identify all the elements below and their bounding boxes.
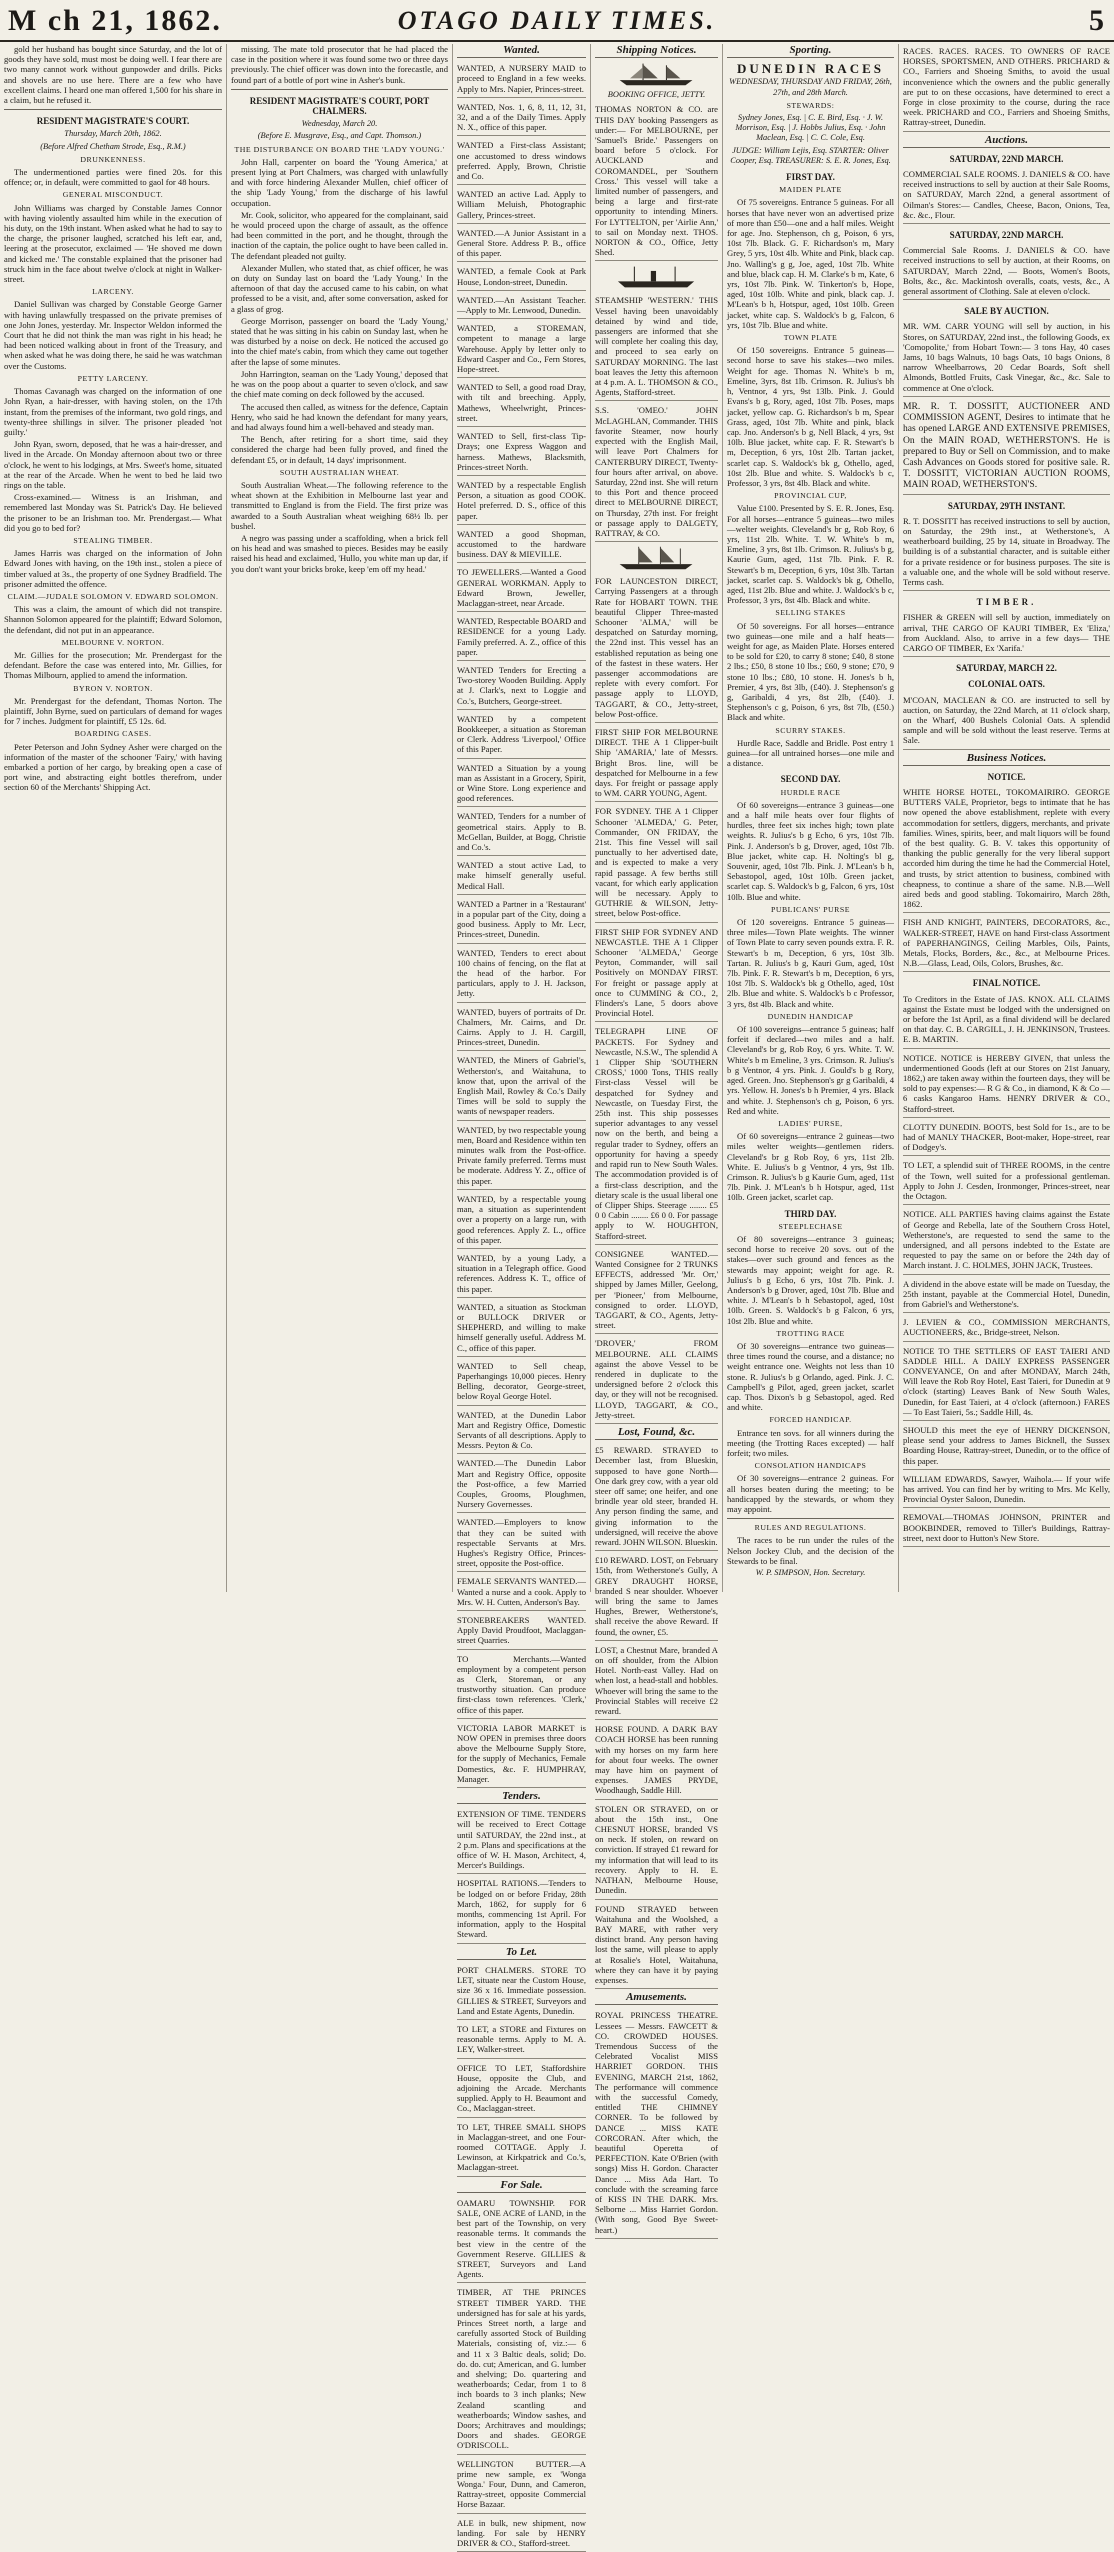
classified-ad: WANTED an active Lad. Apply to William Meluish, Photographic Gallery, Princes-street. xyxy=(457,187,586,224)
section-label: SOUTH AUSTRALIAN WHEAT. xyxy=(279,467,400,477)
article-paragraph: John Ryan, sworn, deposed, that he was a hair-dresser, and lived in the Arcade. On Monday afternoon about two or three o'clock, he went to his lodgings, at Mrs. Sweet's home, situated at the rear of the Arcade. When he went to bed he laid two rings on the table. xyxy=(4,439,222,490)
article-paragraph: Alexander Mullen, who stated that, as chief officer, he was on duty on Sunday last on board the 'Lady Young.' In the afternoon of that day the accused came to his cabin, on what professed to be a visit, and, after some conversation, asked for a glass of grog. xyxy=(231,262,448,314)
races-title: DUNEDIN RACES xyxy=(737,61,884,77)
rules-text: The races to be run under the rules of the Nelson Jockey Club, and the decision of the Stewards to be final. xyxy=(727,1535,894,1566)
race-entries: Of 30 sovereigns—entrance 2 guineas. For all horses beaten during the meeting; to be handicapped by the stewards, or whom they may appoint. xyxy=(727,1473,894,1515)
article-paragraph: Daniel Sullivan was charged by Constable George Garner with having unlawfully trespassed on the private premises of one John Jones, yesterday. Mr. Inspector Weldon informed the Court that he did not think the man was right in his head; he had been noticed walking about in front of the Treasury, and when asked what he was doing there, he said he was watchman over the Customs. xyxy=(4,299,222,371)
business-ad: NOTICE TO THE SETTLERS OF EAST TAIERI AND SADDLE HILL. A DAILY EXPRESS PASSENGER CONVEYANCE, On and after MONDAY, March 24th, Will leave the Rob Roy Hotel, East Taieri, for Dunedin at 9 o'clock (starting) Leaves Bank of New South Wales, Dunedin, for East Taieri, at 4 o'clock (afternoon.) FARES — To East Taieri, 5s.; Saddle Hill, 4s. xyxy=(903,1344,1110,1421)
article-paragraph: John Harrington, seaman on the 'Lady Young,' deposed that he was on the poop about a quarter to seven o'clock, and saw the chief mate coming on deck followed by the accused. xyxy=(231,368,448,400)
classified-ad: WANTED, at the Dunedin Labor Mart and Registry Office, Domestic Servants of all descriptions. Apply to Messrs. Peyton & Co. xyxy=(457,1408,586,1455)
lost-found-ad: £5 REWARD. STRAYED to December last, from Blueskin, supposed to have gone North—One dark grey cow, with a year old steer off same; one heifer, and one brindle year old steer, branded H. Any person finding the same, and giving information to the undersigned, will receive the above reward. JOHN WILSON. Blueskin. xyxy=(595,1443,718,1551)
classified-ad: WANTED a Situation by a young man as Assistant in a Grocery, Spirit, or Wine Store. Long experience and good references. xyxy=(457,761,586,808)
business-ad: J. LEVIEN & CO., COMMISSION MERCHANTS, AUCTIONEERS, &c., Bridge-street, Nelson. xyxy=(903,1315,1110,1341)
classified-ad: WANTED a First-class Assistant; one accustomed to dress windows preferred. Apply, Brown, Christie and Co. xyxy=(457,138,586,185)
ship-icon xyxy=(597,61,715,87)
masthead xyxy=(0,0,1114,42)
race-days: WEDNESDAY, THURSDAY AND FRIDAY, 26th, 27th, and 28th March. xyxy=(729,77,892,97)
article-paragraph: The undermentioned parties were fined 20s. for this offence; or, in default, were committed to gaol for 48 hours. xyxy=(4,167,222,188)
stewards-label: STEWARDS: xyxy=(786,100,835,110)
race-name: PUBLICANS' PURSE xyxy=(771,904,850,914)
day-heading: FIRST DAY. xyxy=(786,172,835,183)
classified-ad: WANTED, buyers of portraits of Dr. Chalmers, Mr. Cairns, and Dr. Cairns. Apply to J. H. Cargill, Princes-street, Dunedin. xyxy=(457,1005,586,1052)
auction-date: SATURDAY, 22ND MARCH. xyxy=(949,153,1064,164)
lost-found-ad: HORSE FOUND. A DARK BAY COACH HORSE has been running with my horses on my farm here for about four weeks. The owner may have him on payment of expenses. JAMES PRYDE, Woodhaugh, Saddle Hill. xyxy=(595,1722,718,1799)
section-header-business: Business Notices. xyxy=(903,752,1110,766)
section-label: PETTY LARCENY. xyxy=(77,373,149,383)
section-header-sporting: Sporting. xyxy=(727,44,894,58)
section-label: STEALING TIMBER. xyxy=(73,535,153,545)
article-paragraph: Peter Peterson and John Sydney Asher were charged on the information of the master of the schooner 'Fairy,' with having embarked a portion of her cargo, by breaking open a case of port wine, and abstracting eight bottles therefrom, under section 60 of the Merchants' Shipping Act. xyxy=(4,741,222,793)
race-entries: Of 60 sovereigns—entrance 3 guineas—one and a half mile heats over four flights of hurdles, three feet six inches high; town plate weights. R. Julius's b g Echo, 6 yrs, 10st 7lb. Pink. J. Anderson's b g, Drover, aged, 10st 7lb. Blue jacket, white cap. H. Nolting's bl g, Souvenir, aged, 10st 7lb. Pink. J. M'Lean's b h, Sebastopol, aged, 10st 10lb. Green jacket, scarlet cap. S. Waldock's b g, Falcon, 6 yrs, 10st 10lb. Blue and white. xyxy=(727,799,894,902)
shipping-ad: 'DROVER,' FROM MELBOURNE. ALL CLAIMS against the above Vessel to be rendered in duplicate to the undersigned before 2 o'clock this day, or they will not be recognised. LLOYD, TAGGART, & CO., Jetty-street. xyxy=(595,1336,718,1424)
auction-ad: R. T. DOSSITT has received instructions to sell by auction, on Saturday, the 29th inst., at Wetherstone's, A weatherboard building, 25 by 14, situate in Broadway. The building is of a substantial character, and is suitable either for a private residence or for business purposes. The site is a valuable one, and the whole will be sold without reserve. Terms cash. xyxy=(903,514,1110,591)
section-label: CLAIM.—JUDALE SOLOMON V. EDWARD SOLOMON. xyxy=(7,591,219,601)
article-paragraph: Cross-examined.— Witness is an Irishman, and remembered last Monday was St. Patrick's Day. He believed the prisoner to be an Irishman too. Mr. Prendergast.— What did you go to bed for? xyxy=(4,492,222,533)
article-paragraph: The Bench, after retiring for a short time, said they considered the charge had been fully proved, and fined the defendant £5, or in default, 14 days' imprisonment. xyxy=(231,434,448,465)
race-entries: Of 100 sovereigns—entrance 5 guineas; half forfeit if declared—two miles and a half. Cleveland's br g, Rob Roy, 6 yrs. White. T. W. White's b m Emeline, 3 yrs. Crimson. R. Julius's b g Ventnor, 4 yrs. Pink. J. Gould's b g Rory, aged. Green. Jno. Stephenson's gr g Garibaldi, 4 yrs. Yellow. H. Jones's b h Premier, 4 yrs. Black and white. J. Stephenson's ch g, Poison, 6 yrs. Red and white. xyxy=(727,1024,894,1116)
race-entries: Of 60 sovereigns—entrance 2 guineas—two miles welter weights—gentlemen riders. Cleveland's br g Rob Roy, 6 yrs, 11st 2lb. White. E. Julius's b g Ventnor, 4 yrs, 9st 1lb. Crimson. R. Julius's b g Kaurie Gum, aged, 11st 7lb. Pink. J. M'Lean's b h Hotspur, aged, 11st 10lb. Green jacket, scarlet cap. xyxy=(727,1131,894,1203)
classified-ad: WANTED Tenders for Erecting a Two-storey Wooden Building. Apply at J. Clark's, next to Loggie and Co.'s, Butchers, George-street. xyxy=(457,663,586,710)
timber-heading: TIMBER. xyxy=(976,597,1037,608)
column-2-court-reports xyxy=(226,44,452,1592)
classified-ad: VICTORIA LABOR MARKET is NOW OPEN in premises three doors above the Melbourne Supply Store, for the supply of Mechanics, Female Domestics, &c. F. HUMPHRAY, Manager. xyxy=(457,1721,586,1788)
issue-date: M ch 21, 1862. xyxy=(8,4,222,37)
classified-ad: TO JEWELLERS.—Wanted a Good GENERAL WORKMAN. Apply to Edward Brown, Jeweller, Maclaggan-street, near Arcade. xyxy=(457,565,586,612)
article-paragraph: Mr. Cook, solicitor, who appeared for the complainant, said he would proceed upon the charge of assault, as the offence had been committed in the port, and he thought, through the inaction of the captain, the police ought to have been called in. The defendant pleaded not guilty. xyxy=(231,209,448,261)
article-paragraph: John Williams was charged by Constable James Connor with having violently assaulted him while in the execution of his duty, on the 19th instant. When asked what he had to say to the charge, the prisoner laughed, scratched his left ear, and, leering at the prosecutor, exclaimed — 'He shoved me down and kicked me.' The constable explained that the prisoner had struck him in the face about twelve o'clock at night in Walker-street. xyxy=(4,202,222,285)
classified-ad: FEMALE SERVANTS WANTED.—Wanted a nurse and a cook. Apply to Mrs. W. H. Cutten, Anderson's Bay. xyxy=(457,1574,586,1611)
classified-ad: WANTED, Respectable BOARD and RESIDENCE for a young Lady. Family preferred. A. Z., office of this paper. xyxy=(457,614,586,661)
section-label: BYRON V. NORTON. xyxy=(73,683,153,693)
section-header-for-sale: For Sale. xyxy=(457,2179,586,2193)
business-ad: WILLIAM EDWARDS, Sawyer, Waihola.— If your wife has arrived. You can find her by writing to Mrs. Mc Kelly, Provincial Oyster Saloon, Dunedin. xyxy=(903,1472,1110,1509)
classified-ad: WANTED to Sell, first-class Tip-Drays; one Express Waggon and harness. Mathews, Blacksmith, Princes-street North. xyxy=(457,429,586,476)
business-ad: NOTICE. NOTICE is HEREBY GIVEN, that unless the undermentioned Goods (left at our Stores on 21st January, 1862,) are taken away within the fourteen days, they will be sold to pay expenses:— R G & Co., in diamond, K & Co — 6 casks Kangaroo Hams. HENRY DRIVER & CO., Stafford-street. xyxy=(903,1051,1110,1118)
column-6-auctions-business xyxy=(898,44,1114,1592)
business-ad: To Creditors in the Estate of JAS. KNOX. ALL CLAIMS against the Estate must be lodged with the undersigned on or before the 1st April, as a final dividend will be declared on that day. C. B. CARGILL, J. H. JENKINSON, Trustees. E. B. MARTIN. xyxy=(903,992,1110,1049)
article-paragraph: Thomas Cavanagh was charged on the information of one John Ryan, a hair-dresser, with having stolen, on the 17th instant, from the premises of the informant, two gold rings, and twenty-three shillings in silver. The prisoner pleaded 'not guilty.' xyxy=(4,386,222,437)
section-header-to-let: To Let. xyxy=(457,1946,586,1960)
classified-ad: WANTED, Tenders to erect about 100 chains of fencing, on the flat at the head of the harbor. For particulars, apply to J. H. Jackson, Jetty. xyxy=(457,946,586,1003)
section-header-shipping: Shipping Notices. xyxy=(595,44,718,58)
classified-ad: WANTED by a competent Bookkeeper, a situation as Storeman or Clerk. Address 'Liverpool,' Office of this Paper. xyxy=(457,712,586,759)
race-officials: JUDGE: William Lejis, Esq. STARTER: Oliver Cooper, Esq. TREASURER: S. E. R. Jones, Esq. xyxy=(730,145,891,165)
race-entries: Value £100. Presented by S. E. R. Jones, Esq. For all horses—entrance 5 guineas—two miles—welter weights. Cleveland's br g, Rob Roy, 6 yrs, 11st 2lb. White. T. W. White's b m, Emeline, 3 yrs, 8st 1lb. Crimson. R. Julius's b g, Kaurie Gum, aged, 11st 7lb. Pink. F. R. Stewart's b m, Deception, 6 yrs, 10st 3lb. Tartan jacket, scarlet cap. S. Waldock's bk g, Othello, aged, 11st 2lb. Blue and white. J. Waldock's b c, Professor, 3 yrs, 8st 4lb. Black and white. xyxy=(727,503,894,606)
article-paragraph: John Hall, carpenter on board the 'Young America,' at present lying at Port Chalmers, was charged with unlawfully and with force hindering Alexander Mullen, chief officer of the ship 'Lady Young,' from the discharge of his lawful occupation. xyxy=(231,156,448,208)
for-sale-ad: WELLINGTON BUTTER.—A prime new sample, ex 'Wonga Wonga.' Four, Dunn, and Cameron, Rattray-street, opposite Commercial Horse Bazaar. xyxy=(457,2457,586,2514)
shipping-ad: FIRST SHIP FOR SYDNEY AND NEWCASTLE. THE A 1 Clipper Schooner 'ALMEDA,' George Peyton, Commander, will sail Positively on MONDAY FIRST. For freight or passage apply at once to CUMMING & CO., 2, Flinders's Lane, 5 doors above Provincial Hotel. xyxy=(595,925,718,1023)
race-entries: Of 80 sovereigns—entrance 3 guineas; second horse to receive 20 sovs. out of the stakes—over such ground and fences as the stewards may appoint; weight for age. R. Julius's b g Echo, 6 yrs, 10st 7lb. Pink. J. Anderson's b g Drover, aged, 10st 7lb. Blue and white. J. M'Lean's b h Sebastopol, aged, 10st 10lb. Green. S. Waldock's b g Falcon, 6 yrs, 10st 2lb. Blue and white. xyxy=(727,1233,894,1326)
race-name: STEEPLECHASE xyxy=(778,1221,843,1231)
signature-block: W. P. SIMPSON, Hon. Secretary. xyxy=(755,1568,866,1578)
article-paragraph: James Harris was charged on the information of John Edward Jones with having, on the 19th inst., stolen a piece of timber valued at 3s., the property of one Sydney Bradfield. The prisoner admitted the offence. xyxy=(4,548,222,589)
classified-ad: WANTED.—An Assistant Teacher.—Apply to Mr. Lenwood, Dunedin. xyxy=(457,293,586,319)
business-ad: FISH AND KNIGHT, PAINTERS, DECORATORS, &c., WALKER-STREET, HAVE on hand First-class Assortment of PAPERHANGINGS, Ceiling Marbles, Oils, Paints, Metals, Flocks, Borders, &c., &c., at Melbourne Prices. N.B.—Glass, Lead, Oils, Colors, Brushes, &c. xyxy=(903,915,1110,972)
to-let-ad: PORT CHALMERS. STORE TO LET, situate near the Custom House, size 36 x 16. Immediate possession. GILLIES & STREET, Surveyors and Land and Estate Agents, Dunedin. xyxy=(457,1963,586,2020)
race-entries: Hurdle Race, Saddle and Bridle. Post entry 1 guinea—for all untrained horses—one mile and a distance. xyxy=(727,737,894,769)
race-name: MAIDEN PLATE xyxy=(779,185,842,195)
classified-ad: WANTED, Tenders for a number of geometrical stairs. Apply to B. McGellan, Builder, at Bogg, Christie and Co.'s. xyxy=(457,809,586,856)
classified-ad: WANTED, a STOREMAN, competent to manage a large Warehouse. Apply by letter only to Edward Casper and Co., Fern Stores, Hope-street. xyxy=(457,321,586,378)
classified-ad: WANTED a Partner in a 'Restaurant' in a popular part of the City, doing a good business. Apply to Mr. Lecr, Princes-street, Dunedin. xyxy=(457,897,586,944)
auction-ad: MR. WM. CARR YOUNG will sell by auction, in his Stores, on SATURDAY, 22nd inst., the following Goods, ex 'Comopolite,' from Hobart Town:— 3 tons Hay, 40 cases Jams, 10 bags Walnuts, 10 bags Oats, 10 bags Onions, 8 narrow Wheelbarrows, 20 Cedar Boards, Soft shell Almonds, Bottled Fruits, Cask Vinegar, &c., &c. Sale to commence at One o'clock. xyxy=(903,319,1110,396)
day-heading: SECOND DAY. xyxy=(780,774,841,785)
classified-ad: WANTED, a female Cook at Park House, London-street, Dunedin. xyxy=(457,264,586,290)
rules-heading: RULES AND REGULATIONS. xyxy=(754,1523,867,1533)
article-before: (Before E. Musgrave, Esq., and Capt. Thomson.) xyxy=(257,131,422,141)
business-ad: REMOVAL—THOMAS JOHNSON, PRINTER and BOOKBINDER, removed to Tiller's Buildings, Rattray-street, next door to Hutton's New Store. xyxy=(903,1510,1110,1547)
classified-ad: WANTED, A NURSERY MAID to proceed to England in a few weeks. Apply to Mrs. Napier, Princes-street. xyxy=(457,61,586,98)
section-header-amusements: Amusements. xyxy=(595,1991,718,2005)
auctioneer-ad: MR. R. T. DOSSITT, AUCTIONEER AND COMMISSION AGENT, Desires to intimate that he has opened LARGE AND EXTENSIVE PREMISES, On the MAIN ROAD, WETHERSTON'S. He is prepared to Buy or Sell on Commission, and to make Cash Advances on Goods stored for positive sale. R. T. DOSSITT, VICTORIAN AUCTION ROOMS, MAIN ROAD, WETHERSTON'S. xyxy=(903,399,1110,495)
business-ad: CLOTTY DUNEDIN. BOOTS, best Sold for 1s., are to be had of MANLY THACKER, Boot-maker, Hope-street, rear of Dodgey's. xyxy=(903,1120,1110,1157)
article-date: Thursday, March 20th, 1862. xyxy=(64,129,162,139)
classified-ad: WANTED, the Miners of Gabriel's, Wetherston's, and Waitahuna, to know that, upon the arrival of the English Mail, Rowley & Co.'s Daily Times will be sold to supply the wants of newspaper readers. xyxy=(457,1053,586,1120)
section-label: GENERAL MISCONDUCT. xyxy=(62,190,164,200)
classified-ad: WANTED, by a young Lady, a situation in a Telegraph office. Good references. Address K. T., office of this paper. xyxy=(457,1251,586,1298)
divider xyxy=(727,1518,894,1519)
auction-ad: FISHER & GREEN will sell by auction, immediately on arrival, THE CARGO OF KAURI TIMBER, Ex 'Eliza,' from Auckland. Also, to arrive in a few days— THE CARGO OF TIMBER, Ex 'Xarifa.' xyxy=(903,610,1110,657)
theatre-ad: ROYAL PRINCESS THEATRE. Lessees — Messrs. FAWCETT & CO. CROWDED HOUSES. Tremendous Success of the Celebrated Vocalist MISS HARRIET GORDON. THIS EVENING, MARCH 21st, 1862, The performance will commence with the successful Comedy, entitled THE CHIMNEY CORNER. To be followed by DANCE ... MISS KATE CORCORAN. After which, the beautiful Operetta of PERFECTION. Kate O'Brien (with songs) Miss H. Gordon. Character Dance ... Miss Ada Hart. To conclude with the screaming farce of KISS IN THE DARK. Mrs. Selborne ... Miss Harriet Gordon. (With song, Good Bye Sweet-heart.) xyxy=(595,2008,718,2238)
auction-date: SATURDAY, 29TH INSTANT. xyxy=(947,500,1066,511)
lost-found-ad: FOUND STRAYED between Waitahuna and the Woolshed, a BAY MARE, with rather very distinct brand. Any person having lost the same, will please to apply at Rosalie's Hotel, Waitahuna, where they can have it by paying expenses. xyxy=(595,1902,718,1990)
article-paragraph: A negro was passing under a scaffolding, when a brick fell on his head and was smashed to pieces. Besides may be easily raised his head and exclaimed, 'Hullo, you white man up dar, if you don't want your bricks broke, keep 'em off my head.' xyxy=(231,532,448,574)
race-name: SCURRY STAKES. xyxy=(775,725,846,735)
classified-ad: WANTED.—The Dunedin Labor Mart and Registry Office, opposite the Post-office, a few Married Couples, Grooms, Ploughmen, Nursery Governesses. xyxy=(457,1456,586,1513)
race-name: TOWN PLATE xyxy=(783,333,838,343)
article-heading: RESIDENT MAGISTRATE'S COURT, PORT CHALMERS. xyxy=(249,95,430,117)
classified-ad: TO Merchants.—Wanted employment by a competent person as Clerk, Storeman, or any trustworthy situation. Can produce first-class town references. 'Clerk,' office of this paper. xyxy=(457,1652,586,1719)
classified-ad: STONEBREAKERS WANTED. Apply David Proudfoot, Maclaggan-street Quarries. xyxy=(457,1613,586,1650)
auction-ad: Commercial Sale Rooms. J. DANIELS & CO. have received instructions to sell by auction, at their Rooms, on SATURDAY, March 22nd, — Boots, Women's Boots, Bolts, &c., &c. Mackintosh overalls, coats, vests, &c., A general assortment of Clothing. Sale at eleven o'clock. xyxy=(903,243,1110,300)
booking-office-heading: BOOKING OFFICE, JETTY. xyxy=(607,90,706,100)
race-name: FORCED HANDICAP. xyxy=(769,1415,852,1425)
lost-found-ad: STOLEN OR STRAYED, on or about the 15th inst., One CHESNUT HORSE, branded VS on neck. If stolen, on reward on conviction. If strayed £1 reward for my information that will lead to its recovery. Apply to H. E. NATHAN, Melbourne House, Dunedin. xyxy=(595,1802,718,1900)
article-paragraph: The accused then called, as witness for the defence, Captain Henry, who said he had known the defendant for many years, and had always found him a well-behaved and steady man. xyxy=(231,401,448,432)
for-sale-ad: OAMARU TOWNSHIP. FOR SALE, ONE ACRE of LAND, in the best part of the Township, on very reasonable terms. It commands the best view in the centre of the Government Reserve. GILLIES & STREET, Surveyors and Land Agents. xyxy=(457,2196,586,2284)
race-name: CONSOLATION HANDICAPS xyxy=(754,1461,867,1471)
classified-ad: WANTED.—A Junior Assistant in a General Store. Address P. B., office of this paper. xyxy=(457,226,586,263)
section-header-tenders: Tenders. xyxy=(457,1790,586,1804)
section-label: BOARDING CASES. xyxy=(74,729,152,739)
race-name: SELLING STAKES xyxy=(775,608,846,618)
classified-ad: WANTED by a respectable English Person, a situation as good COOK. Hotel preferred. D. S., office of this paper. xyxy=(457,478,586,525)
classified-ad: WANTED.—Employers to know that they can be suited with respectable Servants at Mrs. Hughes's Registry Office, Princes-street, opposite the Post-office. xyxy=(457,1515,586,1572)
section-header-auctions: Auctions. xyxy=(903,134,1110,148)
section-header-wanted: Wanted. xyxy=(457,44,586,58)
business-ad: SHOULD this meet the eye of HENRY DICKENSON, please send your address to James Bicknell, the Sussex Boarding House, Rattray-street, Dunedin, or to the office of this paper. xyxy=(903,1423,1110,1470)
race-entries: Of 50 sovereigns. For all horses—entrance two guineas—one mile and a half heats—weight for age, as Maiden Plate. Horses entered to be sold for £20, to carry 8 stone; £40, 8 stone 2 lbs.; £50, 8 stone 10 lbs.; £60, 9 stone; £70, 9 stone 10 lbs.; £80, 10 stone. H. Jones's b h, Premier, 4 yrs, 8st 3lb, (£40). J. Stephenson's g g, Garibaldi, 4 yrs, 8st 2lb, (£40). J. Stephenson's c g, Poison, 6 yrs, 8st 7lb, (£50.) Black and white. xyxy=(727,620,894,723)
notice-heading: FINAL NOTICE. xyxy=(972,978,1041,989)
section-label: MELBOURNE V. NORTON. xyxy=(61,637,165,647)
to-let-ad: TO LET, THREE SMALL SHOPS in Maclaggan-street, and one Four-roomed COTTAGE. Apply J. Lewinson, at Kirkpatrick and Co.'s, Maclaggan-street. xyxy=(457,2120,586,2177)
steamship-icon xyxy=(597,264,715,290)
article-paragraph: This was a claim, the amount of which did not transpire. Shannon Solomon appeared for the plaintiff; Edward Solomon, the defendant, did not put in an appearance. xyxy=(4,604,222,635)
race-entries: Entrance ten sovs. for all winners during the meeting (the Trotting Races excepted) — half forfeit; two miles. xyxy=(727,1427,894,1458)
column-4-shipping xyxy=(590,44,722,2235)
divider xyxy=(231,89,448,90)
classified-ad: WANTED, by a respectable young man, a situation as superintendent over a property on a large run, with good references. Apply Z. L., office of this paper. xyxy=(457,1192,586,1249)
shipping-ad: STEAMSHIP 'WESTERN.' THIS Vessel having been unavoidably detained by wind and tide, passengers are informed that she will complete her coaling this day, and proceed to sea early on SATURDAY MORNING. The last boat leaves the Jetty this afternoon at 4 p.m. A. L. THOMSON & CO., Agents, Stafford-street. xyxy=(595,293,718,401)
shipping-ad: THOMAS NORTON & CO. are THIS DAY booking Passengers as under:— For MELBOURNE, per 'Samuel's Bride.' Passengers on board before 5 o'clock. For AUCKLAND and COROMANDEL, per 'Southern Cross.' This vessel will take a limited number of passengers, and being a large and first-rate opportunity to intending Miners. For LYTTELTON, per 'Airlie Ann,' to sail on Monday next. THOS. NORTON & CO., Office, Jetty Shed. xyxy=(595,102,718,261)
day-heading: THIRD DAY. xyxy=(784,1208,837,1219)
for-sale-ad: ALE in bulk, new shipment, now landing. For sale by HENRY DRIVER & CO., Stafford-street. xyxy=(457,2516,586,2552)
section-label: DRUNKENNESS. xyxy=(80,154,146,164)
lost-found-ad: LOST, a Chestnut Mare, branded A on off shoulder, from the Albion Hotel. North-east Valley. Had on when lost, a head-stall and hobbles. Whoever will bring the same to the Provincial Stables will receive £2 reward. xyxy=(595,1643,718,1720)
race-name: DUNEDIN HANDICAP xyxy=(767,1011,854,1021)
column-3-classifieds xyxy=(452,44,590,2549)
article-heading: RESIDENT MAGISTRATE'S COURT. xyxy=(36,116,190,127)
to-let-ad: TO LET, a STORE and Fixtures on reasonable terms. Apply to M. A. LEY, Walker-street. xyxy=(457,2022,586,2059)
auction-date: SATURDAY, MARCH 22. xyxy=(956,663,1057,674)
section-header-lost-found: Lost, Found, &c. xyxy=(595,1426,718,1440)
auction-ad: COMMERCIAL SALE ROOMS. J. DANIELS & CO. have received instructions to sell by auction at their Sale Rooms, on SATURDAY, March 22nd, a general assortment of Oilman's Stores:— Candles, Cheese, Bacon, Onions, Tea, &c. &c., Flour. xyxy=(903,167,1110,224)
shipping-ad: FIRST SHIP FOR MELBOURNE DIRECT. THE A 1 Clipper-built Ship 'AMARIA,' late of Messrs. Bright Bros. line, will be despatched for Melbourne in a few days. For freight or passage apply to WM. CARR YOUNG, Agent. xyxy=(595,725,718,802)
race-name: LADIES' PURSE, xyxy=(778,1118,843,1128)
for-sale-ad: TIMBER, AT THE PRINCES STREET TIMBER YARD. THE undersigned has for sale at his yards, Princes Street north, a large and carefully assorted Stock of Building Materials, consisting of, viz.:— 6 and 11 x 3 Baltic deals, solid; Do. do. do. cut; American, and G. lumber and shelving; Do. quartering and weatherboards; Cedar, from 1 to 8 inch boards to 3 inch planks; New Zealand scantling and weatherboards; Window sashes, and Doors; Architraves and mouldings; Doors and shades. GEORGE O'DRISCOLL. xyxy=(457,2285,586,2454)
business-ad: NOTICE. ALL PARTIES having claims against the Estate of George and Rebella, late of the Southern Cross Hotel, Wetherstone's, are requested to send the same to the undersigned, and all persons indebted to the Estate are requested to pay the same on or before the 24th day of March instant. J. C. HOLMES, JOHN JACK, Trustees. xyxy=(903,1207,1110,1274)
lost-found-ad: £10 REWARD. LOST, on February 15th, from Wetherstone's Gully, A GREY DRAUGHT HORSE, branded S near shoulder. Whoever will bring the same to James Hughes, Brewer, Wetherstone's, shall receive the above Reward. If found, the owner, £5. xyxy=(595,1553,718,1641)
business-ad: WHITE HORSE HOTEL, TOKOMAIRIRO. GEORGE BUTTERS VALE, Proprietor, begs to intimate that he has now opened the above establishment, replete with every accommodation for settlers, diggers, merchants, and private families. Wines, spirits, beer, and malt liquors will be found of the best quality. G. B. V. takes this opportunity of thanking the public generally for the very liberal support accorded him during the time he had the Commercial Hotel, and trusts, by strict attention to business, combined with cheapness, to continue a share of the same. N.B.—Well aired beds and good stabling. Tokomairiro, March 28th, 1862. xyxy=(903,785,1110,913)
divider xyxy=(4,109,222,110)
section-label: THE DISTURBANCE ON BOARD THE 'LADY YOUNG.' xyxy=(234,144,445,154)
column-5-sporting xyxy=(722,44,898,1592)
race-entries: Of 150 sovereigns. Entrance 5 guineas—second horse to save his stakes—two miles. Weight for age. Thomas N. White's b m, Emeline, 3yrs, 8st 1lb. Crimson. R. Julius's bh h, Ventnor, 4 yrs, 9st 13lb. Pink. J. Gould Evans's b g, Rory, aged, 10st 7lb. Poses, maps jacket, yellow cap. G. Richardson's b m, Spear Grass, aged, 10st 7lb. White and pink, black cap. Jno. Anderson's b g, Nell Black, 4 yrs, 9st 10lb. Blue jacket, white cap. F. R. Stewart's b m, Deception, 6 yrs, 10st 2lb. Tartan jacket, scarlet cap. S. Waldock's bk g, Othello, aged, 10st 2lb. Blue and white. S. Waldock's b c, Professor, 3 yrs, 8st 4lb. Black and white. xyxy=(727,345,894,488)
shipping-ad: FOR LAUNCESTON DIRECT, Carrying Passengers at a through Rate for HOBART TOWN. THE beautiful Clipper Three-masted Schooner 'ALMA,' will be despatched on Saturday morning, the 22nd inst. This vessel has an established reputation as being one of the fastest in these waters. Her passenger accommodations are replete with every comfort. For passage apply to LLOYD, TAGGART, & CO., Jetty-street, below Post-office. xyxy=(595,574,718,723)
classified-ad: WANTED a stout active Lad, to make himself generally useful. Medical Hall. xyxy=(457,858,586,895)
page-number: 5 xyxy=(1089,4,1104,37)
race-name: HURDLE RACE xyxy=(780,787,841,797)
ship-icon xyxy=(597,545,715,571)
auction-title: SALE BY AUCTION. xyxy=(964,306,1049,317)
shipping-ad: S.S. 'OMEO.' JOHN McLAGHLAN, Commander. THIS favorite Steamer, now hourly expected with the English Mail, will leave Port Chalmers for CANTERBURY DIRECT, Twenty-four hours after arrival, on above. Saturday, 22nd inst. She will return to this Port and thence proceed direct to MELBOURNE DIRECT, on Thursday, 27th inst. For freight or passage apply to DALGETY, RATTRAY, & CO. xyxy=(595,403,718,542)
article-paragraph: Mr. Prendergast for the defendant, Thomas Norton. The plaintiff, John Byrne, sued on particulars of demand for wages for 7 inches. Judgment for plaintiff, £5 12s. 6d. xyxy=(4,695,222,727)
auction-date: SATURDAY, 22ND MARCH. xyxy=(949,230,1064,241)
classified-ad: WANTED, a situation as Stockman or BULLOCK DRIVER or SHEPHERD, and willing to make himself generally useful. Address M. C., office of this paper. xyxy=(457,1300,586,1357)
race-entries: Of 120 sovereigns. Entrance 5 guineas—three miles—Town Plate weights. The winner of Town Plate to carry seven pounds extra. F. R. Stewart's b m, Deception, 6 yrs, 10st 3lb. Tartan. R. Julius's b g, Kauri Gum, aged, 10st 7lb. Pink. F. R. Stewart's b m, Deception, 6 yrs, 10st 7lb. S. Waldock's bk g Othello, aged, 10st 2lb. Blue and white. S. Waldock's b c Professor, 3 yrs, 8st 4lb. Black and white. xyxy=(727,917,894,1009)
classified-ad: WANTED to Sell cheap, Paperhangings 10,000 pieces. Henry Belling, decorator, George-street, below Royal George Hotel. xyxy=(457,1359,586,1406)
shipping-ad: FOR SYDNEY. THE A 1 Clipper Schooner 'ALMEDA,' G. Peter, Commander, ON FRIDAY, the 21st. This fine Vessel will sail punctually to her advertised date, and is expected to make a very rapid passage. A few berths still vacant, for which early application will be necessary. Apply to GUTHRIE & WILSON, Jetty-street, below Post-office. xyxy=(595,804,718,922)
classified-ad: WANTED to Sell, a good road Dray, with tilt and breeching. Apply, Mathews, Wheelwright, Princes-street. xyxy=(457,380,586,427)
article-before: (Before Alfred Chetham Strode, Esq., R.M.) xyxy=(40,141,186,151)
column-1-court-reports xyxy=(0,44,226,1592)
race-entries: Of 30 sovereigns—entrance two guineas—three times round the course, and a distance; no weight entrance one. Weights not less than 10 stone. R. Julius's b g Orlando, aged. Pink. J. C. Campbell's g Pilot, aged, green jacket, scarlet cap. Thos. Dixon's b g Sebastopol, aged. Red and white. xyxy=(727,1340,894,1413)
article-date: Wednesday, March 20. xyxy=(301,119,378,129)
race-entries: Of 75 sovereigns. Entrance 5 guineas. For all horses that have never won an advertised prize of more than £50—one and a half miles. Weight for age. Jno. Stephenson, ch g, Poison, 6 yrs, 10st 7lb. Black. G. F. Richardson's m, Mary Grey, 5 yrs, 10st 4lb. White and Pink, black cap. Jno. Walling's g g, Joe, aged, 10st 7lb. White and blue, black cap. H. M. Clarke's b m, Kate, 6 yrs, 10st 7lb. Pink. W. Tinkerton's b, Hope, aged, 10st 10lb. White and pink, black cap. J. M'Lean's b h, Hotspur, aged, 10st 10lb. Green jacket, white cap. S. Waldock's b g, Falcon, 6 yrs, 10st 7lb. Blue and white. xyxy=(727,197,894,330)
section-label: LARCENY. xyxy=(92,287,134,297)
article-paragraph: Mr. Gillies for the prosecution; Mr. Prendergast for the defendant. Before the case was entered into, Mr. Gillies, for Thomas Milbourn, applied to amend the information. xyxy=(4,649,222,681)
oats-heading: COLONIAL OATS. xyxy=(968,679,1045,690)
race-name: PROVINCIAL CUP, xyxy=(774,491,847,501)
tender-ad: EXTENSION OF TIME. TENDERS will be received to Erect Cottage until SATURDAY, the 22nd inst., at 2 p.m. Plans and specifications at the office of W. H. Mason, Architect, 4, Mercer's Buildings. xyxy=(457,1807,586,1874)
classified-ad: WANTED, by two respectable young men, Board and Residence within ten minutes walk from the Post-office. Private family preferred. Terms must be moderate. Address Y. Z., office of this paper. xyxy=(457,1123,586,1190)
article-intro: missing. The mate told prosecutor that he had placed the case in the position where it was found some two or three days previously. The chief officer was down into the forecastle, and found part of a bottle of port wine in Asher's bunk. xyxy=(231,44,448,85)
business-ad: TO LET, a splendid suit of THREE ROOMS, in the centre of the Town, well suited for a professional gentleman. Apply to John J. Cesden, Ironmonger, Princes-street, near the Octagon. xyxy=(903,1158,1110,1205)
races-forge-ad: RACES. RACES. RACES. TO OWNERS OF RACE HORSES, SPORTSMEN, AND OTHERS. PRICHARD & CO., Farriers and Shoeing Smiths, to avoid the usual inconvenience which the owners and the public generally are put to on these occasions, have determined to erect a Forge in close proximity to the course, during the race week. PRICHARD and CO., Farriers and Shoeing Smiths, Rattray-street, Dunedin. xyxy=(903,44,1110,132)
shipping-ad: CONSIGNEE WANTED.—Wanted Consignee for 2 TRUNKS EFFECTS, addressed 'Mr. Orr,' shipped by James Miller, Geelong, per 'Pioneer,' from Melbourne, consigned to order. LLOYD, TAGGART, & CO., Agents, Jetty-street. xyxy=(595,1247,718,1335)
article-intro: gold her husband has bought since Saturday, and the lot of goods they have sold, must most be doing well. I fear there are two many cannot work without gunpowder and drills. Picks and shovels are no use here. There are a few who have excellent claims. I heard one man offered 1,500 for his share in a claim, but he refused it. xyxy=(4,44,222,106)
race-name: TROTTING RACE xyxy=(776,1328,845,1338)
newspaper-title: OTAGO DAILY TIMES. xyxy=(397,6,717,35)
classified-ad: WANTED, Nos. 1, 6, 8, 11, 12, 31, 32, and a of the Daily Times. Apply N. X., office of this paper. xyxy=(457,100,586,137)
auction-ad: M'COAN, MACLEAN & CO. are instructed to sell by auction, on Saturday, the 22nd March, at 11 o'clock sharp, on the Wharf, 400 Bushels Colonial Oats. A splendid sample and will be sold without the least reserve. Terms at Sale. xyxy=(903,693,1110,750)
article-paragraph: South Australian Wheat.—The following reference to the wheat shown at the Exhibition in Melbourne last year and transmitted to England is from the Field. The first prize was awarded to a South Australian wheat weighing 68½ lb. per bushel. xyxy=(231,479,448,531)
classified-ad: WANTED a good Shopman, accustomed to the hardware business. DAY & MIEVILLE. xyxy=(457,527,586,564)
wanted-ads xyxy=(457,61,586,1788)
to-let-ad: OFFICE TO LET, Staffordshire House, opposite the Club, and adjoining the Arcade. Merchants supplied. Apply to H. Beaumont and Co., Maclaggan-street. xyxy=(457,2061,586,2118)
stewards-list: Sydney Jones, Esq. | C. E. Bird, Esq. · J. W. Morrison, Esq. | J. Hobbs Julius, Esq. · John Maclean, Esq. | C. C. Cole, Esq. xyxy=(735,113,886,143)
notice-heading: NOTICE. xyxy=(987,771,1026,782)
business-ad: A dividend in the above estate will be made on Tuesday, the 25th instant, payable at the Commercial Hotel, Dunedin, from Gabriel's and Wetherstone's. xyxy=(903,1277,1110,1314)
article-paragraph: George Morrison, passenger on board the 'Lady Young,' stated that he was sitting in his cabin on Sunday last, when he was disturbed by a noise on deck. He noticed the accused go into the chief mate's cabin, from which they came out together after the lapse of some minutes. xyxy=(231,315,448,367)
tender-ad: HOSPITAL RATIONS.—Tenders to be lodged on or before Friday, 28th March, 1862, for supply for 6 months, commencing 1st April. For information, apply to the Hospital Steward. xyxy=(457,1876,586,1943)
shipping-ad: TELEGRAPH LINE OF PACKETS. For Sydney and Newcastle, N.S.W., The splendid A 1 Clipper Ship 'SOUTHERN CROSS,' 1000 Tons, THIS really First-class Vessel will be despatched for Sydney and Newcastle, on Tuesday First, the 25th inst. This ship possesses superior advantages to any vessel now on the berth, and being a regular trader to Sydney, offers an opportunity for having a speedy and rapid run to New South Wales. The accommodation provided is of a first-class description, and the dietary scale is the usual liberal one of Clipper Ships. Steerage ........ £5 0 0 Cabin ........ £6 0 0. For passage apply to W. HOUGHTON, Stafford-street. xyxy=(595,1024,718,1244)
